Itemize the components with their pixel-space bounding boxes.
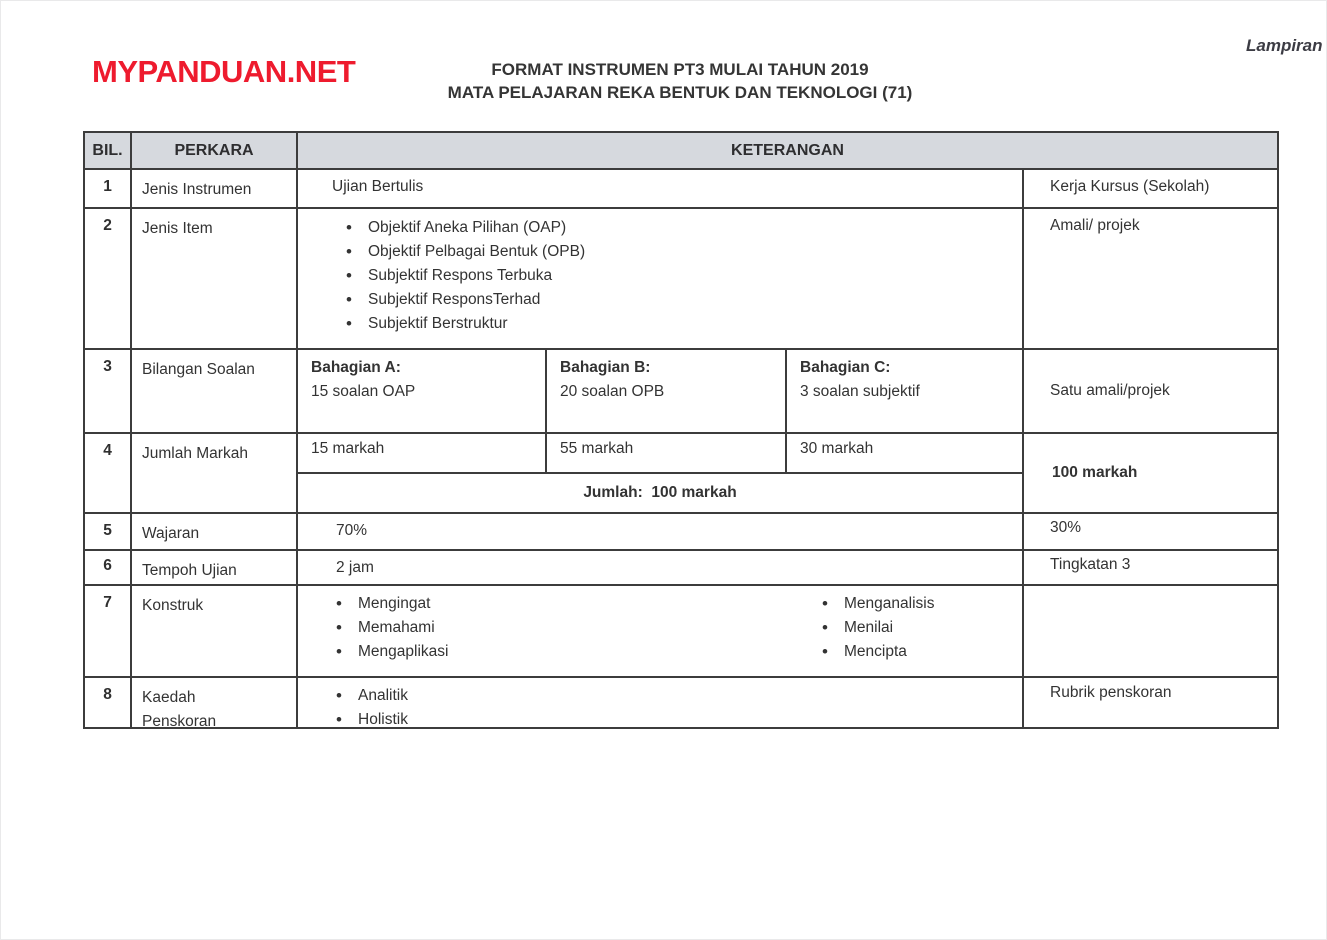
row-8-perkara-label: Kaedah Penskoran — [142, 689, 217, 729]
row-6-bil-cell: 6 — [85, 551, 132, 586]
row-7-bil-cell: 7 — [85, 586, 132, 678]
row-4-perkara-cell: Jumlah Markah — [132, 434, 298, 514]
list-item: • Subjektif ResponsTerhad — [346, 288, 1022, 312]
row-3-bahagian-c-cell — [787, 350, 1024, 434]
row-4-markah-b-cell: 55 markah — [547, 434, 787, 474]
list-item: • Analitik — [336, 684, 1022, 708]
row-3-bil-cell: 3 — [85, 350, 132, 434]
row-5-right-cell: 30% — [1024, 514, 1279, 551]
col-header-keterangan: KETERANGAN — [298, 133, 1279, 170]
bahagian-b-title: Bahagian B: — [560, 359, 651, 376]
list-item: • Mengingat — [336, 592, 448, 616]
bahagian-b-value: 20 soalan OPB — [560, 383, 665, 400]
row-8-right-cell: Rubrik penskoran — [1024, 678, 1279, 729]
row-3-perkara-cell: Bilangan Soalan — [132, 350, 298, 434]
row-2-keterangan-cell — [298, 209, 1024, 350]
format-instrument-table — [83, 131, 1279, 729]
list-item: • Holistik — [336, 708, 1022, 729]
list-item: • Subjektif Berstruktur — [346, 312, 1022, 336]
row-3-bahagian-b-cell — [547, 350, 787, 434]
document-title-line1: FORMAT INSTRUMEN PT3 MULAI TAHUN 2019 — [491, 60, 869, 79]
row-5-keterangan-cell: 70% — [298, 514, 1024, 551]
row-4-markah-a-cell: 15 markah — [298, 434, 547, 474]
konstruk-list-left — [336, 592, 448, 664]
corner-note-lampiran: Lampiran — [1246, 36, 1323, 55]
row-1-perkara-cell: Jenis Instrumen — [132, 170, 298, 209]
row-7-keterangan-cell — [298, 586, 1024, 678]
list-item: • Menilai — [822, 616, 934, 640]
bahagian-c-value: 3 soalan subjektif — [800, 383, 920, 400]
row-1-bil-cell: 1 — [85, 170, 132, 209]
document-title — [83, 58, 1277, 104]
row-2-perkara-cell: Jenis Item — [132, 209, 298, 350]
row-8-perkara-cell — [132, 678, 298, 729]
list-item: • Objektif Aneka Pilihan (OAP) — [346, 216, 1022, 240]
row-4-right-cell: 100 markah — [1024, 434, 1279, 514]
row-1-keterangan-cell: Ujian Bertulis — [298, 170, 1024, 209]
row-3-bahagian-a-cell — [298, 350, 547, 434]
row-6-keterangan-cell: 2 jam — [298, 551, 1024, 586]
row-5-bil-cell: 5 — [85, 514, 132, 551]
row-2-bil-cell: 2 — [85, 209, 132, 350]
row-7-right-cell — [1024, 586, 1279, 678]
list-item: • Mengaplikasi — [336, 640, 448, 664]
row-8-bil-cell: 8 — [85, 678, 132, 729]
row-6-perkara-cell: Tempoh Ujian — [132, 551, 298, 586]
row-8-keterangan-cell — [298, 678, 1024, 729]
row-7-perkara-cell: Konstruk — [132, 586, 298, 678]
list-item: • Subjektif Respons Terbuka — [346, 264, 1022, 288]
bahagian-a-value: 15 soalan OAP — [311, 383, 416, 400]
col-header-perkara: PERKARA — [132, 133, 298, 170]
row-4-total-cell: Jumlah: 100 markah — [298, 474, 1024, 514]
row-1-right-cell: Kerja Kursus (Sekolah) — [1024, 170, 1279, 209]
list-item: • Menganalisis — [822, 592, 934, 616]
row-5-perkara-cell: Wajaran — [132, 514, 298, 551]
list-item: • Memahami — [336, 616, 448, 640]
row-3-right-cell: Satu amali/projek — [1024, 350, 1279, 434]
document-title-line2: MATA PELAJARAN REKA BENTUK DAN TEKNOLOGI (71) — [447, 83, 913, 102]
row-4-markah-c-cell: 30 markah — [787, 434, 1024, 474]
row-6-right-cell: Tingkatan 3 — [1024, 551, 1279, 586]
list-item: • Objektif Pelbagai Bentuk (OPB) — [346, 240, 1022, 264]
watermark-logo: MYPANDUAN.NET — [92, 54, 356, 89]
konstruk-list-right — [822, 592, 934, 664]
col-header-bil: BIL. — [85, 133, 132, 170]
list-item: • Mencipta — [822, 640, 934, 664]
row-2-right-cell: Amali/ projek — [1024, 209, 1279, 350]
bahagian-c-title: Bahagian C: — [800, 359, 891, 376]
bahagian-a-title: Bahagian A: — [311, 359, 401, 376]
row-4-bil-cell: 4 — [85, 434, 132, 514]
